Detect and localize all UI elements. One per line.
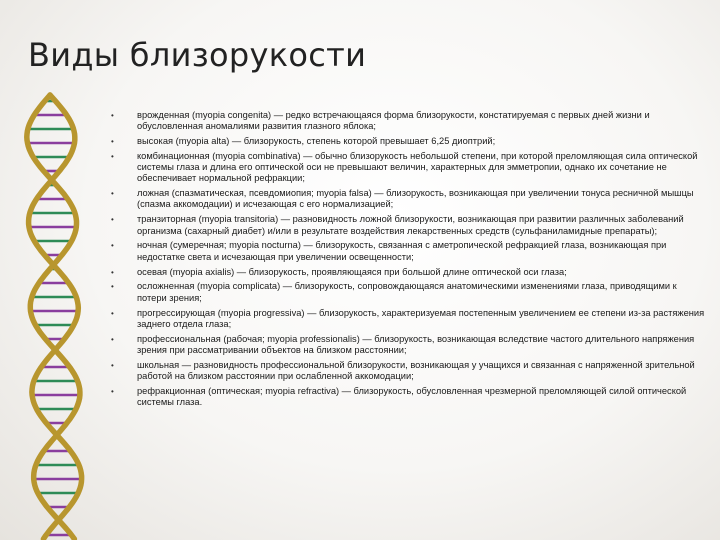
list-item [110,136,706,147]
bullet-icon: • [111,308,114,318]
list-item-text: осложненная (myopia complicata) — близорукость, сопровождающаяся анатомическими изменениями глаза, приводящими к потери зрения; [137,281,677,303]
bullet-icon: • [111,215,114,225]
list-item [110,360,706,382]
bullet-icon: • [111,267,114,277]
list-item [110,281,706,303]
bullet-icon: • [111,189,114,199]
dna-helix-image [0,0,110,540]
list-item-text: высокая (myopia alta) — близорукость, степень которой превышает 6,25 диоптрий; [137,136,496,147]
dna-strand [27,95,80,539]
list-item-text: школьная — разновидность профессиональной близорукости, возникающая у учащихся и связанная с напряженной зрительной работой на близком расстоянии при ослабленной аккомодации; [137,359,695,381]
bullet-icon: • [111,151,114,161]
list-item [110,308,706,330]
definition-list [110,110,706,412]
list-item [110,334,706,356]
list-item [110,151,706,185]
list-item-text: ложная (спазматическая, псевдомиопия; myopia falsa) — близорукость, возникающая при увеличении тонуса ресничной мышцы (спазма аккомодации) и исчезающая с его нормализацией; [137,188,694,210]
bullet-icon: • [111,334,114,344]
list-item-text: осевая (myopia axialis) — близорукость, проявляющаяся при большой длине оптической оси глаза; [137,266,567,277]
bullet-icon: • [111,360,114,370]
bullet-icon: • [111,282,114,292]
bullet-icon: • [111,137,114,147]
slide-title: Виды близорукости [28,36,367,74]
list-item-text: ночная (сумеречная; myopia nocturna) — близорукость, связанная с аметропической рефракцией глаза, возникающая при недостатке света и исчезающая при увеличении освещенности; [137,240,667,262]
bullet-icon: • [111,241,114,251]
bullet-icon: • [111,386,114,396]
list-item-text: транзиторная (myopia transitoria) — разновидность ложной близорукости, возникающая при развитии различных заболеваний организма (сахарный диабет) и/или в результате воздействия лекарственных средств (сульфаниламидные препараты); [137,214,684,236]
list-item-text: комбинационная (myopia combinativa) — обычно близорукость небольшой степени, при которой преломляющая сила оптической системы глаза и длина его оптической оси не превышают величин, характерных для эмметропии, однако их сочетание не обеспечивает нормальной рефракции; [137,150,698,184]
list-item [110,386,706,408]
list-item [110,240,706,262]
list-item [110,188,706,210]
list-item-text: рефракционная (оптическая; myopia refractiva) — близорукость, обусловленная чрезмерной преломляющей силой оптической системы глаза. [137,385,687,408]
list-item-text: врожденная (myopia congenita) — редко встречающаяся форма близорукости, констатируемая с первых дней жизни и обусловленная аномалиями развития глазного яблока; [137,110,650,132]
list-item-text: прогрессирующая (myopia progressiva) — близорукость, характеризуемая постепенным увеличением ее степени из-за растяжения заднего отдела глаза; [137,307,705,329]
bullet-icon: • [111,111,114,120]
list-item-text: профессиональная (рабочая; myopia professionalis) — близорукость, возникающая вследствие частого длительного напряжения зрения при рассматривании объектов на близком расстоянии; [137,333,695,355]
list-item [110,267,706,278]
list-item [110,110,706,132]
list-item [110,214,706,236]
